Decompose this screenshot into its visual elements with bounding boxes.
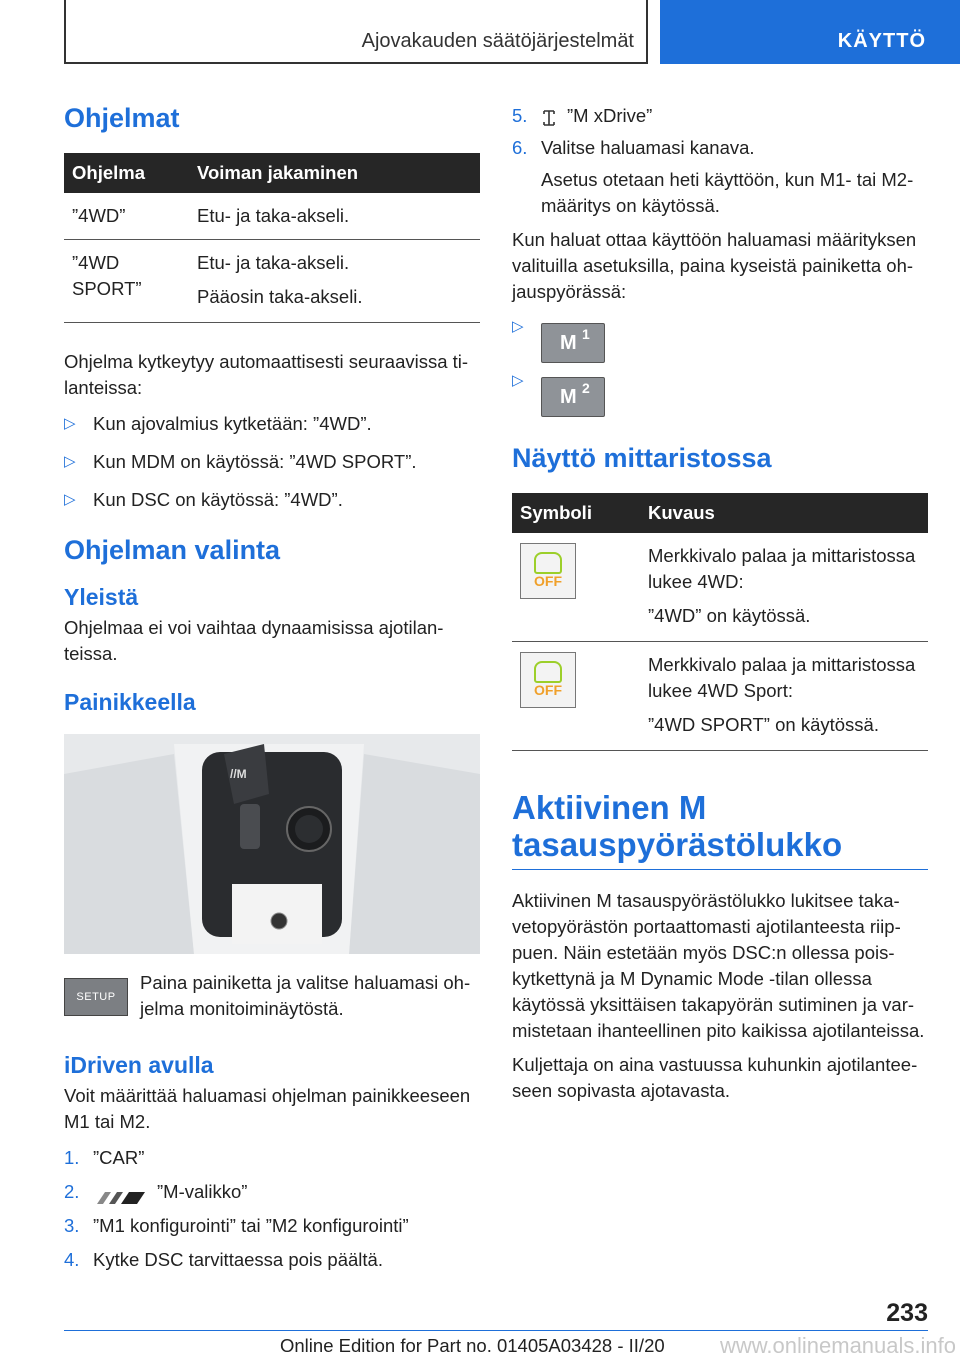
step6-note: Asetus otetaan heti käyttöön, kun M1- tai M2-määritys on käytössä. [541,169,914,216]
table-row [512,642,928,751]
m2-button[interactable]: M 2 [541,377,605,417]
watermark-text: www.onlinemanuals.info [719,1333,956,1358]
symbols-table [512,493,928,751]
heading-program-selection: Ohjelman valinta [64,535,281,565]
description-line: ”4WD” on käytössä. [648,605,811,626]
heading-programs: Ohjelmat [64,103,180,133]
triangle-bullet-icon: ▷ [64,453,76,470]
list-item: ▷ Kun ajovalmius kytketään: ”4WD”. [64,411,480,437]
programs-table [64,153,480,323]
list-item: ▷ Kun DSC on käytössä: ”4WD”. [64,487,480,513]
setup-row [64,974,480,1028]
step-item: 1. ”CAR” [64,1147,145,1168]
table-row [512,533,928,642]
step-item: 2. ”M-valikko” [64,1179,480,1205]
step-item: 4. Kytke DSC tarvittaessa pois päältä. [64,1249,383,1270]
svg-text://M: //M [230,767,247,781]
idrive-text: Voit määrittää haluamasi ohjelman painikkeeseen M1 tai M2. [64,1085,471,1132]
step-item: 3. ”M1 konfigurointi” tai ”M2 konfigurointi” [64,1215,409,1236]
description-line: Merkkivalo palaa ja mittaristossa lukee 4WD Sport: [648,654,916,701]
program-cell: ”4WD” [64,193,189,240]
auto-switch-text: Ohjelma kytkeytyy automaattisesti seuraavissa tilanteissa: [64,351,469,398]
page-number: 233 [886,1299,928,1327]
description-line: ”4WD SPORT” on käytössä. [648,714,879,735]
list-item: ▷ Kun MDM on käytössä: ”4WD SPORT”. [64,449,480,475]
driver-responsibility-text: Kuljettaja on aina vastuussa kuhunkin ajotilanteeseen sopivasta ajotavasta. [512,1054,918,1101]
step-item: 6. Valitse haluamasi kanava. [512,137,755,158]
center-console-image [64,734,480,954]
table-row [64,240,480,323]
heading-with-button: Painikkeella [64,689,196,715]
list-item [512,371,928,413]
m-menu-icon [93,1186,147,1200]
4wd-indicator-icon: OFF [520,543,576,599]
active-differential-text: Aktiivinen M tasauspyörästölukko lukitsee takavetopyörästön portaattomasti ajotilanteesta riippuen. Näin estetään myös DSC:n ollessa poiskytkettynä ja M Dynamic Mode -tilan ollessa käytössä yksittäisen takapyörän sutiminen ja varmistetaan ihanteellinen pito kaikissa ajotilanteissa. [512,890,925,1041]
heading-via-idrive: iDriven avulla [64,1052,214,1078]
table-row [64,193,480,240]
table-header-symbol: Symboli [512,493,640,533]
chapter-tab[interactable] [660,0,960,64]
heading-general: Yleistä [64,584,139,610]
table-header-distribution: Voiman jakaminen [189,153,480,193]
triangle-bullet-icon: ▷ [512,372,524,389]
chapter-tab-label: KÄYTTÖ [837,30,926,52]
triangle-bullet-icon: ▷ [64,491,76,508]
idrive-steps [64,1145,480,1273]
heading-active-m-differential: Aktiivinen M tasauspyörästölukko [512,789,928,870]
footer-divider [64,1330,928,1331]
m1-button[interactable]: M 1 [541,323,605,363]
program-cell: ”4WD SPORT” [64,240,189,323]
list-item [512,317,928,359]
4wd-sport-indicator-icon: OFF [520,652,576,708]
xdrive-icon [541,108,557,126]
triangle-bullet-icon: ▷ [64,415,76,432]
description-line: Merkkivalo palaa ja mittaristossa lukee 4WD: [648,545,916,592]
console-illustration [64,734,480,954]
table-header-program: Ohjelma [64,153,189,193]
triangle-bullet-icon: ▷ [512,318,524,335]
distribution-line: Pääosin taka-akseli. [197,286,363,307]
right-column [512,103,928,1104]
distribution-line: Etu- ja taka-akseli. [197,252,350,273]
distribution-cell: Etu- ja taka-akseli. [189,193,480,240]
header-frame [64,0,648,64]
step-item: 5. ”M xDrive” [512,105,653,126]
setup-text: Paina painiketta ja valitse haluamasi ohjelma monitoiminäytöstä. [140,972,471,1019]
section-title: Ajovakauden säätöjärjestelmät [361,30,634,52]
condition-list [64,411,480,513]
table-header-description: Kuvaus [640,493,928,533]
use-text: Kun haluat ottaa käyttöön haluamasi määrityksen valituilla asetuksilla, paina kyseistä painiketta ohjauspyörässä: [512,229,917,302]
edition-text: Online Edition for Part no. 01405A03428 - II/20 [280,1335,665,1356]
setup-button[interactable]: SETUP [64,978,128,1016]
general-text: Ohjelmaa ei voi vaihtaa dynaamisissa ajotilanteissa. [64,617,444,664]
heading-instrument-display: Näyttö mittaristossa [512,443,772,473]
left-column [64,103,480,1273]
